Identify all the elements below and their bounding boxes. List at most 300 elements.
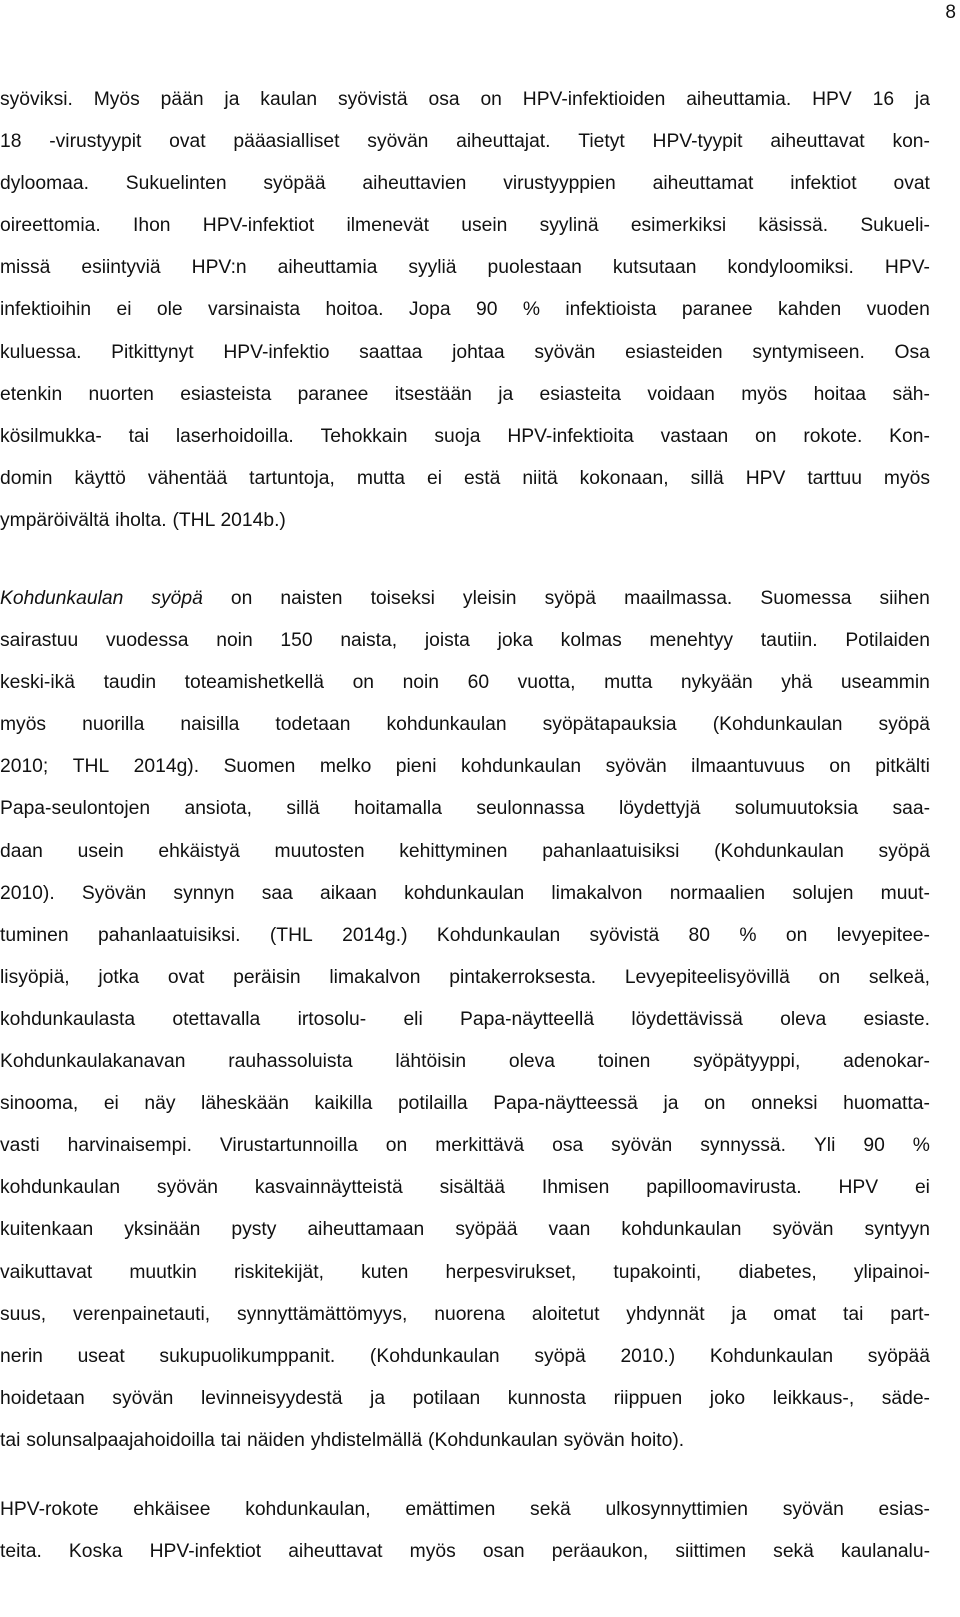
- word: Tehokkain: [320, 425, 408, 447]
- word: naista,: [340, 630, 398, 652]
- word: suoja: [434, 425, 481, 447]
- word: esiintyviä: [81, 257, 161, 279]
- word: itsestään: [394, 383, 472, 405]
- paragraph-line: [0, 1209, 930, 1251]
- word: sinooma,: [0, 1093, 79, 1115]
- paragraph-line: [0, 620, 930, 662]
- word: 16: [872, 89, 895, 110]
- word: kohdunkaulan: [461, 756, 582, 778]
- word: lähtöisin: [395, 1051, 467, 1073]
- paragraph-line: [0, 957, 930, 999]
- word: yksinään: [124, 1219, 201, 1241]
- word: toteamishetkellä: [184, 672, 324, 694]
- word: menehtyy: [649, 630, 734, 652]
- word: vastaan: [660, 425, 729, 447]
- word: 2010).: [0, 882, 55, 904]
- word: infektioihin: [0, 299, 92, 321]
- word: saattaa: [359, 341, 423, 363]
- word: 80: [688, 924, 710, 946]
- word: peräaukon,: [551, 1541, 649, 1563]
- word: kolmas: [560, 630, 622, 652]
- word: HPV-: [884, 257, 930, 279]
- word: nuorena: [434, 1303, 506, 1325]
- word: syövän: [112, 1387, 174, 1409]
- word: onneksi: [751, 1093, 818, 1115]
- word: pahanlaatuisiksi.: [97, 924, 241, 946]
- word: siittimen: [675, 1541, 747, 1563]
- word: Tietyt: [578, 131, 625, 153]
- word: on: [480, 89, 502, 110]
- word: omat: [773, 1303, 817, 1325]
- word: aiheuttamaan: [307, 1219, 425, 1241]
- word: kaulan: [260, 89, 318, 110]
- paragraph-line: [0, 1294, 930, 1336]
- paragraph-line: [0, 500, 930, 542]
- word: HPV-infektio: [223, 341, 330, 363]
- word: potilaan: [412, 1387, 481, 1409]
- word: HPV-tyypit: [652, 131, 743, 153]
- word: infektioista: [565, 299, 657, 321]
- word: kuluessa.: [0, 341, 82, 363]
- word: kuten: [361, 1261, 409, 1283]
- word: löydettävissä: [631, 1008, 743, 1030]
- word: paranee: [681, 299, 753, 321]
- word: esiaste.: [863, 1008, 930, 1030]
- word: syövän: [782, 1499, 844, 1520]
- word: muutosten: [274, 840, 365, 862]
- word: syntymiseen.: [752, 341, 865, 363]
- word: 90: [863, 1135, 885, 1157]
- word: syöpätyyppi,: [693, 1051, 801, 1073]
- word: tartuntoja,: [249, 467, 335, 489]
- word: joko: [709, 1387, 746, 1409]
- word: ei: [103, 1093, 119, 1115]
- word: joista: [424, 630, 470, 652]
- word: ja: [370, 1387, 386, 1409]
- word: nuorilla: [82, 714, 145, 736]
- word: Ihon: [133, 215, 171, 237]
- word: vuotta,: [517, 672, 576, 694]
- word: solujen: [792, 882, 854, 904]
- paragraph-line: [0, 999, 930, 1041]
- word: synnyssä.: [700, 1135, 786, 1157]
- word: ja: [498, 383, 514, 405]
- word: part-: [890, 1303, 930, 1325]
- word: kutsutaan: [612, 257, 697, 279]
- word: kondyloomiksi.: [727, 257, 854, 279]
- word: on: [829, 756, 851, 778]
- word: (Kohdunkaulan: [712, 714, 843, 736]
- word: Papa-näytteessä: [493, 1093, 638, 1115]
- word: on: [385, 1135, 408, 1157]
- word: HPV-infektioita: [507, 425, 634, 447]
- word: paranee: [297, 383, 369, 405]
- word: syöpää: [867, 1345, 930, 1367]
- word: aiheuttamia.: [686, 89, 792, 110]
- word: virustyyppien: [503, 173, 616, 195]
- word: yhdynnät: [626, 1303, 705, 1325]
- word: löydettyjä: [618, 798, 701, 820]
- word: pääasialliset: [233, 131, 340, 153]
- paragraph-line: [0, 332, 930, 374]
- word: toinen: [597, 1051, 651, 1073]
- word: solumuutoksia: [734, 798, 859, 820]
- word: Syövän: [81, 882, 147, 904]
- word: vähentää: [147, 467, 228, 489]
- page-number: 8: [945, 2, 956, 23]
- word: käyttö: [74, 467, 126, 489]
- word: ei: [914, 1177, 930, 1199]
- paragraph-line: [0, 1531, 930, 1573]
- paragraph: [0, 578, 930, 1462]
- paragraph-line: [0, 247, 930, 289]
- word: Myös: [93, 89, 140, 110]
- word: Kohdunkaulan: [709, 1345, 834, 1367]
- word: limakalvon: [551, 882, 643, 904]
- word: myös: [883, 467, 930, 489]
- word: infektiot: [790, 173, 857, 195]
- word: syöpätapauksia: [542, 714, 677, 736]
- word: ansiota,: [184, 798, 253, 820]
- word: HPV-rokote: [0, 1499, 99, 1520]
- word: kaulanalu-: [841, 1541, 930, 1563]
- word: mutta: [356, 467, 406, 489]
- word: syylinä: [539, 215, 599, 237]
- word: 2014g).: [133, 756, 200, 778]
- word: kuitenkaan: [0, 1219, 94, 1241]
- word: THL: [72, 756, 110, 778]
- word: muut-: [880, 882, 930, 904]
- word: Osa: [894, 341, 930, 363]
- paragraph-line-first: [0, 578, 930, 620]
- word: osa: [428, 89, 460, 110]
- word: niitä: [522, 467, 558, 489]
- word: syöpä: [878, 840, 930, 862]
- word: emättimen: [405, 1499, 496, 1520]
- word: vaan: [548, 1219, 591, 1241]
- word: Potilaiden: [845, 630, 930, 652]
- word: käsissä.: [758, 215, 829, 237]
- word: muutkin: [129, 1261, 197, 1283]
- word: pintakerroksesta.: [449, 966, 597, 988]
- word: kohdunkaulan: [404, 882, 525, 904]
- word: pieni: [395, 756, 437, 778]
- word: syövistä: [337, 89, 408, 110]
- word: irtosolu-: [297, 1008, 367, 1030]
- word: aiheuttavat: [770, 131, 865, 153]
- word: oleva: [508, 1051, 556, 1073]
- paragraph-line-text: ympäröivältä iholta. (THL 2014b.): [0, 509, 286, 531]
- word: Sukuelinten: [125, 173, 227, 195]
- word: jotka: [98, 966, 140, 988]
- word: Virustartunnoilla: [219, 1135, 358, 1157]
- word: etenkin: [0, 383, 63, 405]
- word: ovat: [893, 173, 930, 195]
- word: ovat: [167, 966, 205, 988]
- paragraph-line: [0, 746, 930, 788]
- word: yhä: [781, 672, 813, 694]
- word: myös: [409, 1541, 456, 1563]
- paragraph-line: [0, 416, 930, 458]
- word: sillä: [286, 798, 320, 820]
- word: tuminen: [0, 924, 69, 946]
- word: on: [230, 588, 253, 609]
- paragraph-line: [0, 704, 930, 746]
- word: näy: [144, 1093, 176, 1115]
- word: Yli: [813, 1135, 836, 1157]
- word: levyepitee-: [836, 924, 930, 946]
- word: ole: [156, 299, 183, 321]
- word: HPV: [745, 467, 786, 489]
- word: 2014g.): [342, 924, 408, 946]
- word: myös: [741, 383, 788, 405]
- paragraph: [0, 1489, 930, 1573]
- word: naisten: [280, 588, 343, 609]
- word: 18: [0, 131, 22, 153]
- word: sekä: [773, 1541, 814, 1563]
- word: sairastuu: [0, 630, 79, 652]
- word: diabetes,: [738, 1261, 817, 1283]
- word: rokote.: [803, 425, 863, 447]
- word: missä: [0, 257, 51, 279]
- word: aiheuttavat: [288, 1541, 383, 1563]
- word: rauhassoluista: [228, 1051, 353, 1073]
- word: varsinaista: [207, 299, 301, 321]
- word: syöpä: [878, 714, 930, 736]
- paragraph-line: [0, 831, 930, 873]
- word: vuoden: [866, 299, 930, 321]
- word: synnyttämättömyys,: [237, 1303, 408, 1325]
- word: 90: [476, 299, 498, 321]
- word: syöpää: [263, 173, 326, 195]
- word: aiheuttajat.: [456, 131, 551, 153]
- word: ja: [914, 89, 930, 110]
- word: ilmaantuvuus: [691, 756, 805, 778]
- word: sisältää: [439, 1177, 505, 1199]
- italic-term-word: syöpä: [151, 588, 203, 609]
- word: daan: [0, 840, 43, 862]
- word: syövistä: [589, 924, 660, 946]
- word: syövän: [367, 131, 429, 153]
- word: riskitekijät,: [234, 1261, 324, 1283]
- word: kokonaan,: [579, 467, 669, 489]
- paragraph-line: [0, 1167, 930, 1209]
- paragraph-line: [0, 873, 930, 915]
- word: laserhoidoilla.: [175, 425, 294, 447]
- paragraph-line: [0, 79, 930, 121]
- word: selkeä,: [868, 966, 930, 988]
- word: vuodessa: [105, 630, 189, 652]
- word: sekä: [530, 1499, 571, 1520]
- paragraph-line: [0, 1252, 930, 1294]
- word: ehkäistyä: [158, 840, 240, 862]
- word: on: [704, 1093, 726, 1115]
- word: ehkäisee: [133, 1499, 211, 1520]
- word: %: [522, 299, 540, 321]
- word: oleva: [780, 1008, 827, 1030]
- word: (THL: [269, 924, 313, 946]
- word: ulkosynnyttimien: [605, 1499, 749, 1520]
- word: kaikilla: [314, 1093, 373, 1115]
- word: syövän: [156, 1177, 219, 1199]
- word: hoitoa.: [325, 299, 384, 321]
- word: 60: [467, 672, 490, 694]
- word: ei: [426, 467, 442, 489]
- word: syövän: [772, 1219, 834, 1241]
- word: verenpainetauti,: [72, 1303, 211, 1325]
- word: aikaan: [320, 882, 377, 904]
- word: ja: [663, 1093, 679, 1115]
- word: syöpä: [544, 588, 597, 609]
- word: kohdunkaulan: [386, 714, 507, 736]
- word: oireettomia.: [0, 215, 101, 237]
- word: -virustyypit: [49, 131, 142, 153]
- word: johtaa: [452, 341, 505, 363]
- word: harvinaisempi.: [67, 1135, 192, 1157]
- word: keski-ikä: [0, 672, 75, 694]
- word: Papa-näytteellä: [460, 1008, 595, 1030]
- word: HPV:n: [191, 257, 247, 279]
- word: useammin: [840, 672, 930, 694]
- word: HPV-infektiot: [149, 1541, 262, 1563]
- word: merkittävä: [435, 1135, 525, 1157]
- word: sukupuolikumppanit.: [159, 1345, 336, 1367]
- word: myös: [0, 714, 47, 736]
- paragraph: [0, 79, 930, 542]
- word: mutta: [604, 672, 653, 694]
- word: useat: [77, 1345, 125, 1367]
- word: ja: [731, 1303, 747, 1325]
- word: Koska: [68, 1541, 123, 1563]
- word: on: [755, 425, 777, 447]
- paragraph-line: [0, 374, 930, 416]
- paragraph-line: [0, 1125, 930, 1167]
- word: kohdunkaulan,: [245, 1499, 371, 1520]
- word: Kohdunkaulan: [436, 924, 561, 946]
- word: (Kohdunkaulan: [714, 840, 844, 862]
- word: esimerkiksi: [630, 215, 727, 237]
- word: kunnosta: [507, 1387, 587, 1409]
- word: esiasteiden: [625, 341, 723, 363]
- word: adenokar-: [843, 1051, 930, 1073]
- word: hoitaa: [813, 383, 867, 405]
- word: esiasteita: [539, 383, 622, 405]
- paragraph-line: [0, 205, 930, 247]
- word: ilmenevät: [346, 215, 430, 237]
- paragraph-line: [0, 1041, 930, 1083]
- word: usein: [77, 840, 124, 862]
- word: aiheuttamia: [277, 257, 378, 279]
- word: pysty: [231, 1219, 277, 1241]
- paragraph-line: [0, 289, 930, 331]
- word: kon-: [892, 131, 930, 153]
- word: otettavalla: [172, 1008, 261, 1030]
- word: levinneisyydestä: [200, 1387, 343, 1409]
- word: dyloomaa.: [0, 173, 89, 195]
- word: limakalvon: [329, 966, 421, 988]
- word: aiheuttamat: [652, 173, 754, 195]
- word: osan: [482, 1541, 525, 1563]
- paragraph-line: [0, 915, 930, 957]
- word: suus,: [0, 1303, 47, 1325]
- word: nuorten: [88, 383, 154, 405]
- word: (Kohdunkaulan: [369, 1345, 500, 1367]
- paragraph-line-text: tai solunsalpaajahoidoilla tai näiden yhdistelmällä (Kohdunkaulan syövän hoito).: [0, 1429, 685, 1451]
- word: estä: [463, 467, 501, 489]
- paragraph-line: [0, 1489, 930, 1531]
- word: lisyöpiä,: [0, 966, 70, 988]
- word: on: [818, 966, 841, 988]
- word: syöpä: [534, 1345, 586, 1367]
- paragraph-line: [0, 788, 930, 830]
- paragraph-line: [0, 458, 930, 500]
- word: kehittyminen: [399, 840, 508, 862]
- word: hoidetaan: [0, 1387, 85, 1409]
- word: teita.: [0, 1541, 42, 1563]
- word: pään: [160, 89, 204, 110]
- word: 150: [280, 630, 313, 652]
- word: domin: [0, 467, 53, 489]
- word: taudin: [103, 672, 157, 694]
- word: HPV-infektiot: [202, 215, 315, 237]
- word: esias-: [878, 1499, 930, 1520]
- word: naisilla: [180, 714, 240, 736]
- word: nykyään: [680, 672, 753, 694]
- word: siihen: [879, 588, 930, 609]
- word: riippuen: [613, 1387, 683, 1409]
- word: maailmassa.: [624, 588, 733, 609]
- word: kohdunkaulan: [0, 1177, 121, 1199]
- word: nerin: [0, 1345, 43, 1367]
- word: osa: [552, 1135, 584, 1157]
- word: seulonnassa: [476, 798, 585, 820]
- word: on: [785, 924, 808, 946]
- word: usein: [461, 215, 508, 237]
- paragraph-line: [0, 1378, 930, 1420]
- word: syövän: [605, 756, 667, 778]
- word: esiasteista: [180, 383, 272, 405]
- word: saa: [261, 882, 293, 904]
- word: %: [739, 924, 757, 946]
- word: noin: [216, 630, 253, 652]
- paragraph-line: [0, 1336, 930, 1378]
- word: huomatta-: [843, 1093, 930, 1115]
- word: Jopa: [408, 299, 451, 321]
- word: Sukueli-: [860, 215, 930, 237]
- italic-term-word: Kohdunkaulan: [0, 588, 124, 609]
- word: Ihmisen: [541, 1177, 610, 1199]
- word: on: [352, 672, 375, 694]
- word: tarttuu: [807, 467, 862, 489]
- word: noin: [402, 672, 440, 694]
- word: syövän: [534, 341, 596, 363]
- word: kohdunkaulan: [621, 1219, 742, 1241]
- word: kohdunkaulasta: [0, 1008, 136, 1030]
- word: potilailla: [397, 1093, 468, 1115]
- word: syövän: [611, 1135, 673, 1157]
- word: pitkälti: [875, 756, 930, 778]
- word: Suomen: [223, 756, 296, 778]
- word: syntyyn: [864, 1219, 930, 1241]
- word: kösilmukka-: [0, 425, 102, 447]
- word: yleisin: [462, 588, 517, 609]
- word: Papa-seulontojen: [0, 798, 151, 820]
- word: ei: [116, 299, 132, 321]
- word: tai: [843, 1303, 864, 1325]
- paragraph-line: [0, 1083, 930, 1125]
- paragraph-line: [0, 121, 930, 163]
- word: todetaan: [275, 714, 351, 736]
